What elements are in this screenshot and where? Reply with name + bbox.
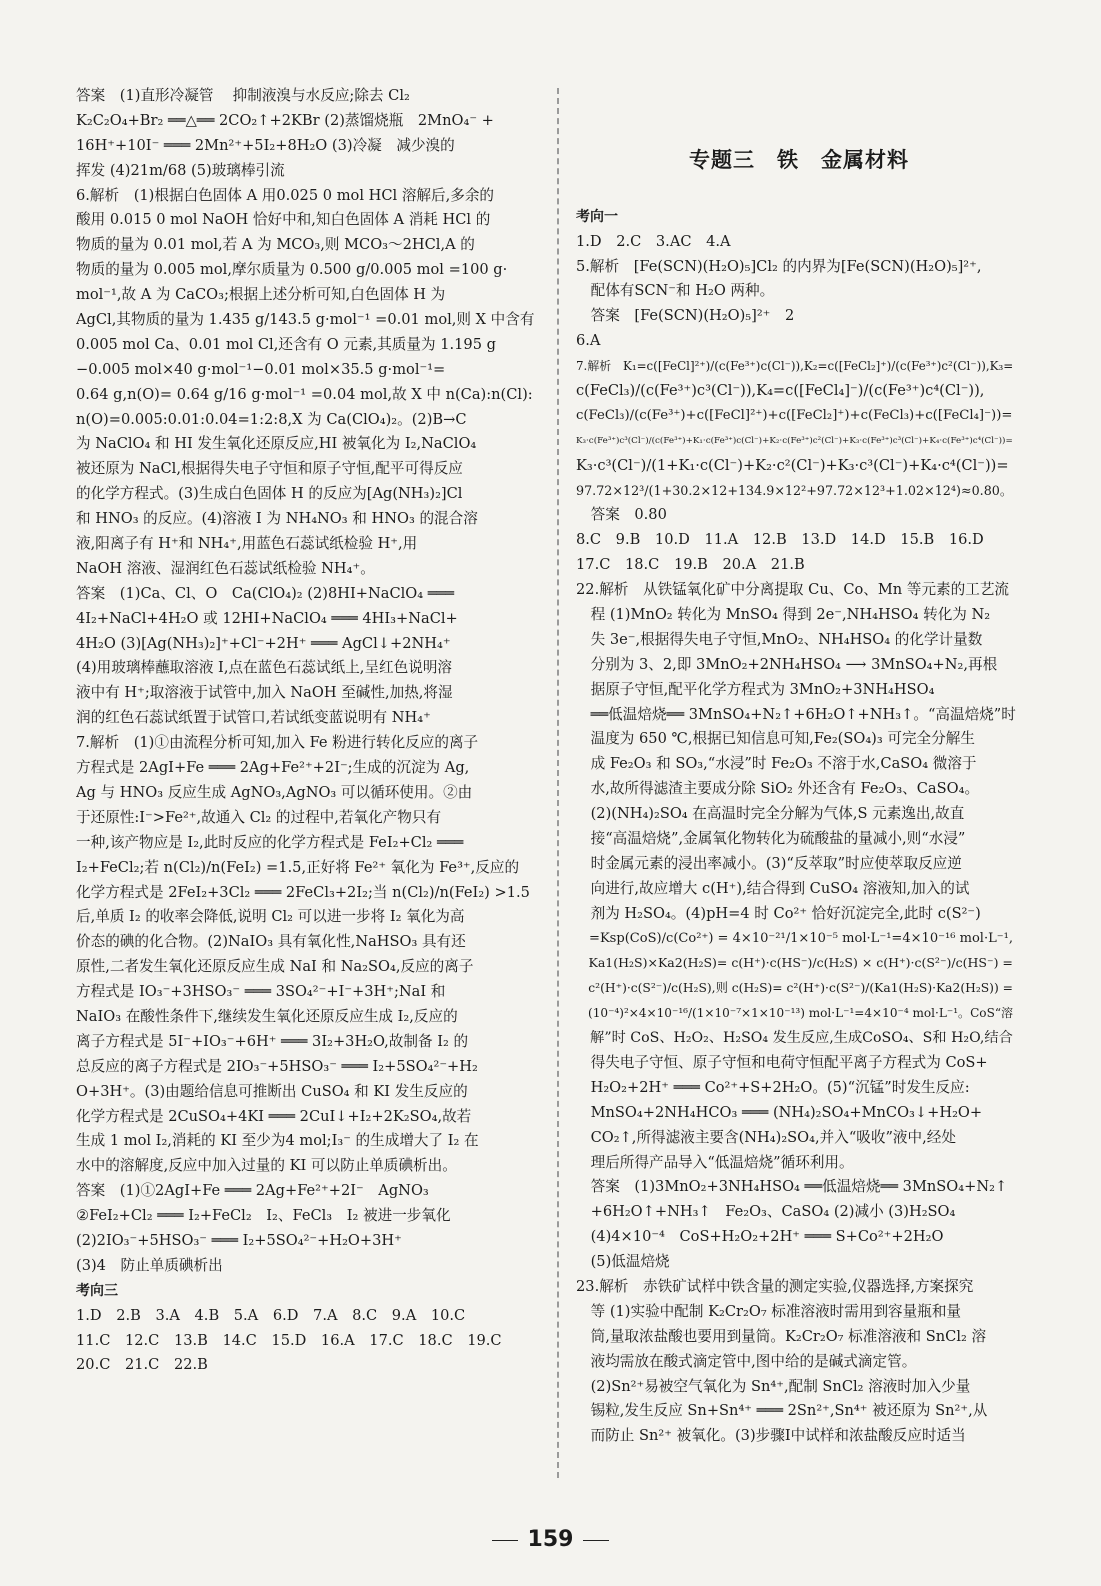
text-line: ══低温焙烧══ 3MnSO₄+N₂↑+6H₂O↑+NH₃↑。“高温焙烧”时 [576,705,1016,723]
text-line: 化学方程式是 2CuSO₄+4KI ═══ 2CuI↓+I₂+2K₂SO₄,故若 [76,1107,472,1125]
text-line: 的化学方程式。(3)生成白色固体 H 的反应为[Ag(NH₃)₂]Cl [76,485,463,503]
text-line: 0.005 mol Ca、0.01 mol Cl,还含有 O 元素,其质量为 1.195 g [76,335,496,353]
text-line: =Ksp(CoS)/c(Co²⁺) = 4×10⁻²¹/1×10⁻⁵ mol·L⁻¹=4×10⁻¹⁶ mol·L⁻¹, [576,930,1014,946]
text-line: 液中有 H⁺;取溶液于试管中,加入 NaOH 至碱性,加热,将湿 [76,684,453,702]
text-line: 答案 (1)直形冷凝管 抑制液溴与水反应;除去 Cl₂ [76,87,410,104]
text-line: 5.解析 [Fe(SCN)(H₂O)₅]Cl₂ 的内界为[Fe(SCN)(H₂O)₅]²⁺, [576,257,982,275]
text-line: 7.解析 (1)①由流程分析可知,加入 Fe 粉进行转化反应的离子 [76,734,479,752]
text-line: 分别为 3、2,即 3MnO₂+2NH₄HSO₄ ⟶ 3MnSO₄+N₂,再根 [576,655,998,673]
text-line: 0.64 g,n(O)= 0.64 g/16 g·mol⁻¹ =0.04 mol,故 X 中 n(Ca):n(Cl): [76,385,533,403]
text-line: 而防止 Sn²⁺ 被氧化。(3)步骤Ⅰ中试样和浓盐酸反应时适当 [576,1427,966,1445]
column-divider [557,88,559,1478]
page-number [0,1527,1101,1552]
text-line: 向进行,故应增大 c(H⁺),结合得到 CuSO₄ 溶液知,加入的试 [576,879,970,897]
text-line: Ka1(H₂S)×Ka2(H₂S)= c(H⁺)·c(HS⁻)/c(H₂S) × c(H⁺)·c(S²⁻)/c(HS⁻) = [576,955,1013,971]
text-line: 6.A [576,332,601,350]
text-line: 答案 0.80 [576,506,667,524]
text-line: K₃·c³(Cl⁻)/(1+K₁·c(Cl⁻)+K₂·c²(Cl⁻)+K₃·c³(Cl⁻)+K₄·c⁴(Cl⁻))= [576,456,1009,474]
text-line: 答案 (1)①2AgI+Fe ═══ 2Ag+Fe²⁺+2I⁻ AgNO₃ [76,1182,429,1200]
text-line: mol⁻¹,故 A 为 CaCO₃;根据上述分析可知,白色固体 H 为 [76,286,446,304]
text-line: −0.005 mol×40 g·mol⁻¹−0.01 mol×35.5 g·mol⁻¹= [76,360,446,378]
text-line: 答案 (1)3MnO₂+3NH₄HSO₄ ══低温焙烧══ 3MnSO₄+N₂↑ [576,1178,1008,1196]
section-heading: 考向三 [76,1282,118,1299]
text-line: CO₂↑,所得滤液主要含(NH₄)₂SO₄,并入“吸收”液中,经处 [576,1128,956,1146]
section-title: 专题三 铁 金属材料 [689,147,909,172]
text-line: 液均需放在酸式滴定管中,图中给的是碱式滴定管。 [576,1352,917,1370]
text-line: 接“高温焙烧”,金属氧化物转化为硫酸盐的量减小,则“水浸” [576,829,966,847]
text-line: NaOH 溶液、湿润红色石蕊试纸检验 NH₄⁺。 [76,559,375,577]
text-line: 方程式是 IO₃⁻+3HSO₃⁻ ═══ 3SO₄²⁻+I⁻+3H⁺;NaI 和 [76,983,446,1001]
text-line: 和 HNO₃ 的反应。(4)溶液 I 为 NH₄NO₃ 和 HNO₃ 的混合溶 [76,510,478,528]
text-line: 于还原性:I⁻>Fe²⁺,故通入 Cl₂ 的过程中,若氧化产物只有 [76,808,442,826]
text-line: 20.C 21.C 22.B [76,1356,208,1374]
text-line: 等 (1)实验中配制 K₂Cr₂O₇ 标准溶液时需用到容量瓶和量 [576,1302,962,1320]
text-line: 方程式是 2AgI+Fe ═══ 2Ag+Fe²⁺+2I⁻;生成的沉淀为 Ag, [76,759,470,777]
text-line: 温度为 650 ℃,根据已知信息可知,Fe₂(SO₄)₃ 可完全分解生 [576,730,975,748]
text-line: 答案 [Fe(SCN)(H₂O)₅]²⁺ 2 [576,307,795,325]
text-line: 挥发 (4)21m/68 (5)玻璃棒引流 [76,161,285,179]
text-line: 1.D 2.B 3.A 4.B 5.A 6.D 7.A 8.C 9.A 10.C [76,1306,466,1324]
text-line: ②FeI₂+Cl₂ ═══ I₂+FeCl₂ I₂、FeCl₃ I₂ 被进一步氧化 [76,1207,451,1225]
right-column [576,90,1022,1449]
text-line: +6H₂O↑+NH₃↑ Fe₂O₃、CaSO₄ (2)减小 (3)H₂SO₄ [576,1203,956,1221]
text-line: (3)4 防止单质碘析出 [76,1256,223,1274]
text-line: 物质的量为 0.005 mol,摩尔质量为 0.500 g/0.005 mol =100 g· [76,261,508,279]
text-line: 16H⁺+10I⁻ ═══ 2Mn²⁺+5I₂+8H₂O (3)冷凝 减少溴的 [76,136,455,154]
text-line: (5)低温焙烧 [576,1253,670,1271]
text-line: 离子方程式是 5I⁻+IO₃⁻+6H⁺ ═══ 3I₂+3H₂O,故制备 I₂ 的 [76,1032,469,1050]
text-line: (10⁻⁴)²×4×10⁻¹⁶/(1×10⁻⁷×1×10⁻¹³) mol·L⁻¹=4×10⁻⁴ mol·L⁻¹。CoS“溶 [576,1006,1014,1021]
text-line: 水,故所得滤渣主要成分除 SiO₂ 外还含有 Fe₂O₃、CaSO₄。 [576,780,980,798]
text-line: 物质的量为 0.01 mol,若 A 为 MCO₃,则 MCO₃～2HCl,A 的 [76,236,475,254]
text-line: 23.解析 赤铁矿试样中铁含量的测定实验,仪器选择,方案探究 [576,1278,974,1296]
text-line: 1.D 2.C 3.AC 4.A [576,232,731,250]
text-line: K₂C₂O₄+Br₂ ══△══ 2CO₂↑+2KBr (2)蒸馏烧瓶 2MnO₄⁻ + [76,111,494,129]
text-line: 17.C 18.C 19.B 20.A 21.B [576,556,805,574]
text-line: 液,阳离子有 H⁺和 NH₄⁺,用蓝色石蕊试纸检验 H⁺,用 [76,535,418,553]
text-line: 配体有SCN⁻和 H₂O 两种。 [576,282,775,300]
text-line: 锡粒,发生反应 Sn+Sn⁴⁺ ═══ 2Sn²⁺,Sn⁴⁺ 被还原为 Sn²⁺,从 [576,1402,988,1420]
text-line: 答案 (1)Ca、Cl、O Ca(ClO₄)₂ (2)8HI+NaClO₄ ═══ [76,584,455,602]
text-line: 6.解析 (1)根据白色固体 A 用0.025 0 mol HCl 溶解后,多余的 [76,186,495,204]
text-line: (2)Sn²⁺易被空气氧化为 Sn⁴⁺,配制 SnCl₂ 溶液时加入少量 [576,1377,971,1395]
text-line: n(O)=0.005:0.01:0.04=1:2:8,X 为 Ca(ClO₄)₂。(2)B→C [76,410,467,428]
text-line: 剂为 H₂SO₄。(4)pH=4 时 Co²⁺ 恰好沉淀完全,此时 c(S²⁻) [576,904,981,922]
text-line: 据原子守恒,配平化学方程式为 3MnO₂+3NH₄HSO₄ [576,680,935,698]
text-line: c(FeCl₃)/(c(Fe³⁺)c³(Cl⁻)),K₄=c([FeCl₄]⁻)/(c(Fe³⁺)c⁴(Cl⁻)), [576,381,985,399]
text-line: O+3H⁺。(3)由题给信息可推断出 CuSO₄ 和 KI 发生反应的 [76,1082,468,1100]
text-line: AgCl,其物质的量为 1.435 g/143.5 g·mol⁻¹ =0.01 mol,则 X 中含有 [76,311,535,329]
text-line: (2)2IO₃⁻+5HSO₃⁻ ═══ I₂+5SO₄²⁻+H₂O+3H⁺ [76,1231,402,1249]
text-line: 4I₂+NaCl+4H₂O 或 12HI+NaClO₄ ═══ 4HI₃+NaCl+ [76,609,458,627]
text-line: 筒,量取浓盐酸也要用到量筒。K₂Cr₂O₇ 标准溶液和 SnCl₂ 溶 [576,1327,987,1345]
text-line: 原性,二者发生氧化还原反应生成 NaI 和 Na₂SO₄,反应的离子 [76,958,474,976]
text-line: K₃·c(Fe³⁺)c³(Cl⁻)/(c(Fe³⁺)+K₁·c(Fe³⁺)c(Cl⁻)+K₂·c(Fe³⁺)c²(Cl⁻)+K₃·c(Fe³⁺)c³(Cl⁻)+K₄·c(Fe³⁺)c⁴(Cl⁻))= [576,435,1013,446]
text-line: 后,单质 I₂ 的收率会降低,说明 Cl₂ 可以进一步将 I₂ 氧化为高 [76,908,465,926]
text-line: 化学方程式是 2FeI₂+3Cl₂ ═══ 2FeCl₃+2I₂;当 n(Cl₂)/n(FeI₂) >1.5 [76,883,530,901]
text-line: 4H₂O (3)[Ag(NH₃)₂]⁺+Cl⁻+2H⁺ ═══ AgCl↓+2NH₄⁺ [76,634,451,652]
text-line: 失 3e⁻,根据得失电子守恒,MnO₂、NH₄HSO₄ 的化学计量数 [576,630,983,648]
text-line: 生成 1 mol I₂,消耗的 KI 至少为4 mol;I₃⁻ 的生成增大了 I₂ 在 [76,1132,479,1150]
text-line: 成 Fe₂O₃ 和 SO₃,“水浸”时 Fe₂O₃ 不溶于水,CaSO₄ 微溶于 [576,755,977,773]
text-line: 97.72×12³/(1+30.2×12+134.9×12²+97.72×12³+1.02×12⁴)≈0.80。 [576,482,1013,498]
text-line: 11.C 12.C 13.B 14.C 15.D 16.A 17.C 18.C 19.C [76,1331,502,1349]
text-line: NaIO₃ 在酸性条件下,继续发生氧化还原反应生成 I₂,反应的 [76,1007,458,1025]
text-line: 酸用 0.015 0 mol NaOH 恰好中和,知白色固体 A 消耗 HCl 的 [76,211,491,229]
text-line: (2)(NH₄)₂SO₄ 在高温时完全分解为气体,S 元素逸出,故直 [576,805,965,823]
text-line: 总反应的离子方程式是 2IO₃⁻+5HSO₃⁻ ═══ I₂+5SO₄²⁻+H₂ [76,1057,478,1075]
text-line: 润的红色石蕊试纸置于试管口,若试纸变蓝说明有 NH₄⁺ [76,709,431,727]
text-line: 被还原为 NaCl,根据得失电子守恒和原子守恒,配平可得反应 [76,460,463,478]
text-line: 7.解析 K₁=c([FeCl]²⁺)/(c(Fe³⁺)c(Cl⁻)),K₂=c([FeCl₂]⁺)/(c(Fe³⁺)c²(Cl⁻)),K₃= [576,359,1014,374]
text-line: 为 NaClO₄ 和 HI 发生氧化还原反应,HI 被氧化为 I₂,NaClO₄ [76,435,477,453]
text-line: 解”时 CoS、H₂O₂、H₂SO₄ 发生反应,生成CoSO₄、S和 H₂O,结合 [576,1030,1013,1047]
text-line: 得失电子守恒、原子守恒和电荷守恒配平离子方程式为 CoS+ [576,1054,988,1071]
section-heading: 考向一 [576,208,618,225]
text-line: 程 (1)MnO₂ 转化为 MnSO₄ 得到 2e⁻,NH₄HSO₄ 转化为 N₂ [576,605,991,623]
text-line: (4)4×10⁻⁴ CoS+H₂O₂+2H⁺ ═══ S+Co²⁺+2H₂O [576,1228,944,1246]
text-line: 时金属元素的浸出率减小。(3)“反萃取”时应使萃取反应逆 [576,854,962,872]
text-line: H₂O₂+2H⁺ ═══ Co²⁺+S+2H₂O。(5)“沉锰”时发生反应: [576,1078,970,1096]
text-line: (4)用玻璃棒蘸取溶液 I,点在蓝色石蕊试纸上,呈红色说明溶 [76,659,453,677]
page-number-text: 159 [527,1527,574,1552]
text-line: c(FeCl₃)/(c(Fe³⁺)+c([FeCl]²⁺)+c([FeCl₂]⁺)+c(FeCl₃)+c([FeCl₄]⁻))= [576,407,1013,423]
text-line: Ag 与 HNO₃ 反应生成 AgNO₃,AgNO₃ 可以循环使用。②由 [76,783,473,801]
text-line: MnSO₄+2NH₄HCO₃ ═══ (NH₄)₂SO₄+MnCO₃↓+H₂O+ [576,1103,983,1121]
text-line: I₂+FeCl₂;若 n(Cl₂)/n(FeI₂) =1.5,正好将 Fe²⁺ 氧化为 Fe³⁺,反应的 [76,858,520,876]
text-line: 一种,该产物应是 I₂,此时反应的化学方程式是 FeI₂+Cl₂ ═══ [76,833,464,851]
text-line: 8.C 9.B 10.D 11.A 12.B 13.D 14.D 15.B 16.D [576,531,984,549]
text-line: 22.解析 从铁锰氧化矿中分离提取 Cu、Co、Mn 等元素的工艺流 [576,581,1010,599]
left-column [76,84,550,1378]
text-line: 理后所得产品导入“低温焙烧”循环利用。 [576,1153,854,1171]
text-line: c²(H⁺)·c(S²⁻)/c(H₂S),则 c(H₂S)= c²(H⁺)·c(S²⁻)/(Ka1(H₂S)·Ka2(H₂S)) = [576,981,1013,996]
text-line: 价态的碘的化合物。(2)NaIO₃ 具有氧化性,NaHSO₃ 具有还 [76,933,466,951]
text-line: 水中的溶解度,反应中加入过量的 KI 可以防止单质碘析出。 [76,1157,457,1175]
